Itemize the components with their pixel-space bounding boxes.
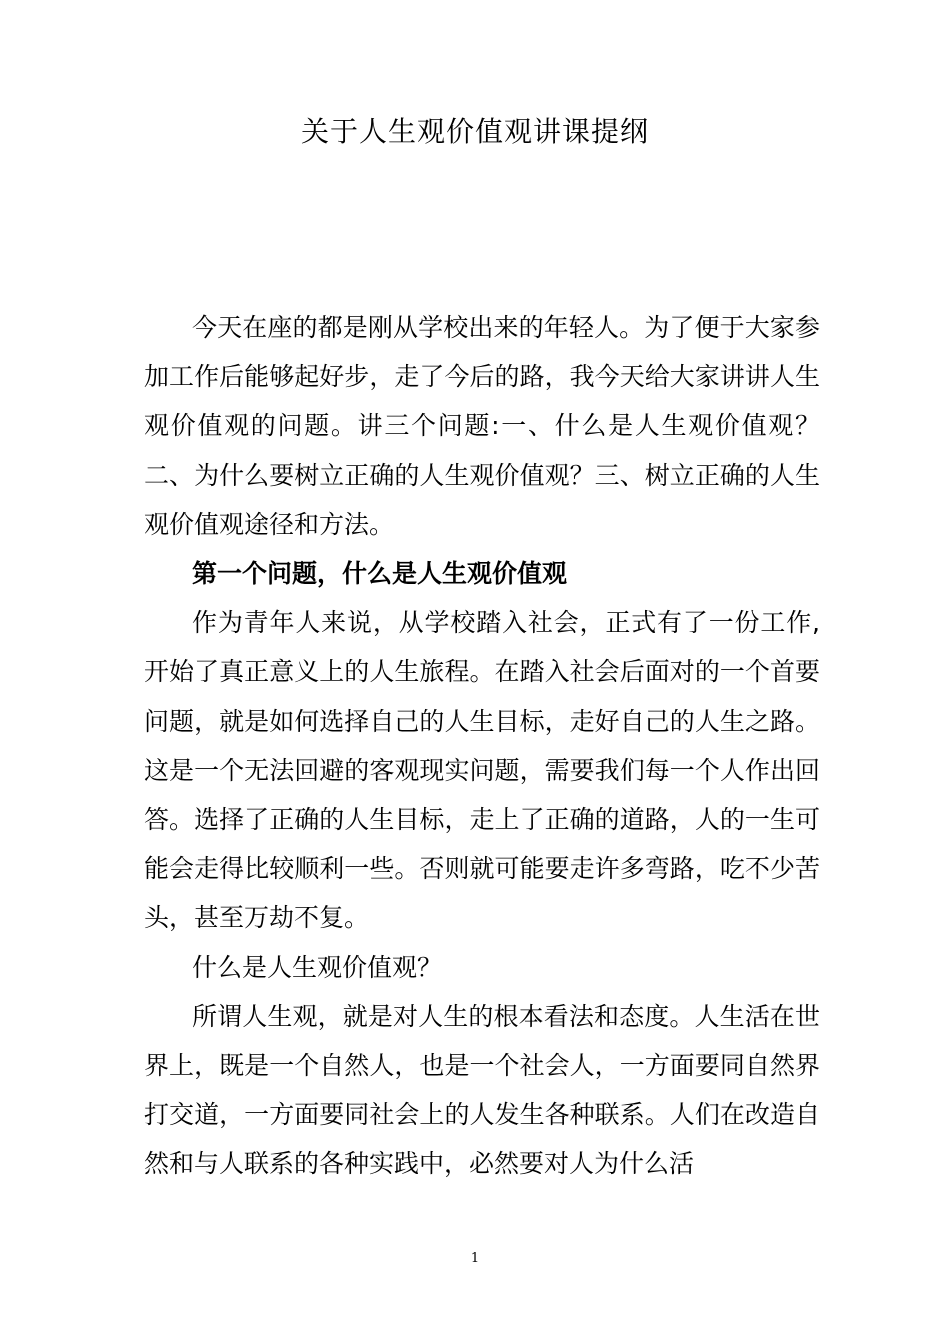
page-number: 1 bbox=[470, 1251, 480, 1266]
question-paragraph: 什么是人生观价值观？ bbox=[192, 952, 443, 982]
document-title: 关于人生观价值观讲课提纲 bbox=[300, 115, 649, 148]
body-paragraph: 作为青年人来说，从学校踏入社会，正式有了一份工作,开始了真正意义上的人生旅程。在踏入社会后面对的一个首要问题，就是如何选择自己的人生目标，走好自己的人生之路。这是一个无法回避的客观现实问题，需要我们每一个人作出回答。选择了正确的人生目标，走上了正确的道路，人的一生可能会走得比较顺利一些。否则就可能要走许多弯路，吃不少苦头，甚至万劫不复。 bbox=[144, 608, 820, 933]
document-body bbox=[144, 303, 820, 1189]
intro-paragraph: 今天在座的都是刚从学校出来的年轻人。为了便于大家参加工作后能够起好步，走了今后的路，我今天给大家讲讲人生观价值观的问题。讲三个问题:一、什么是人生观价值观？二、为什么要树立正确的人生观价值观？三、树立正确的人生观价值观途径和方法。 bbox=[144, 313, 820, 539]
section-heading: 第一个问题，什么是人生观价值观 bbox=[192, 559, 568, 589]
body-paragraph: 所谓人生观，就是对人生的根本看法和态度。人生活在世界上，既是一个自然人，也是一个社会人，一方面要同自然界打交道，一方面要同社会上的人发生各种联系。人们在改造自然和与人联系的各种实践中，必然要对人为什么活 bbox=[144, 1001, 820, 1179]
